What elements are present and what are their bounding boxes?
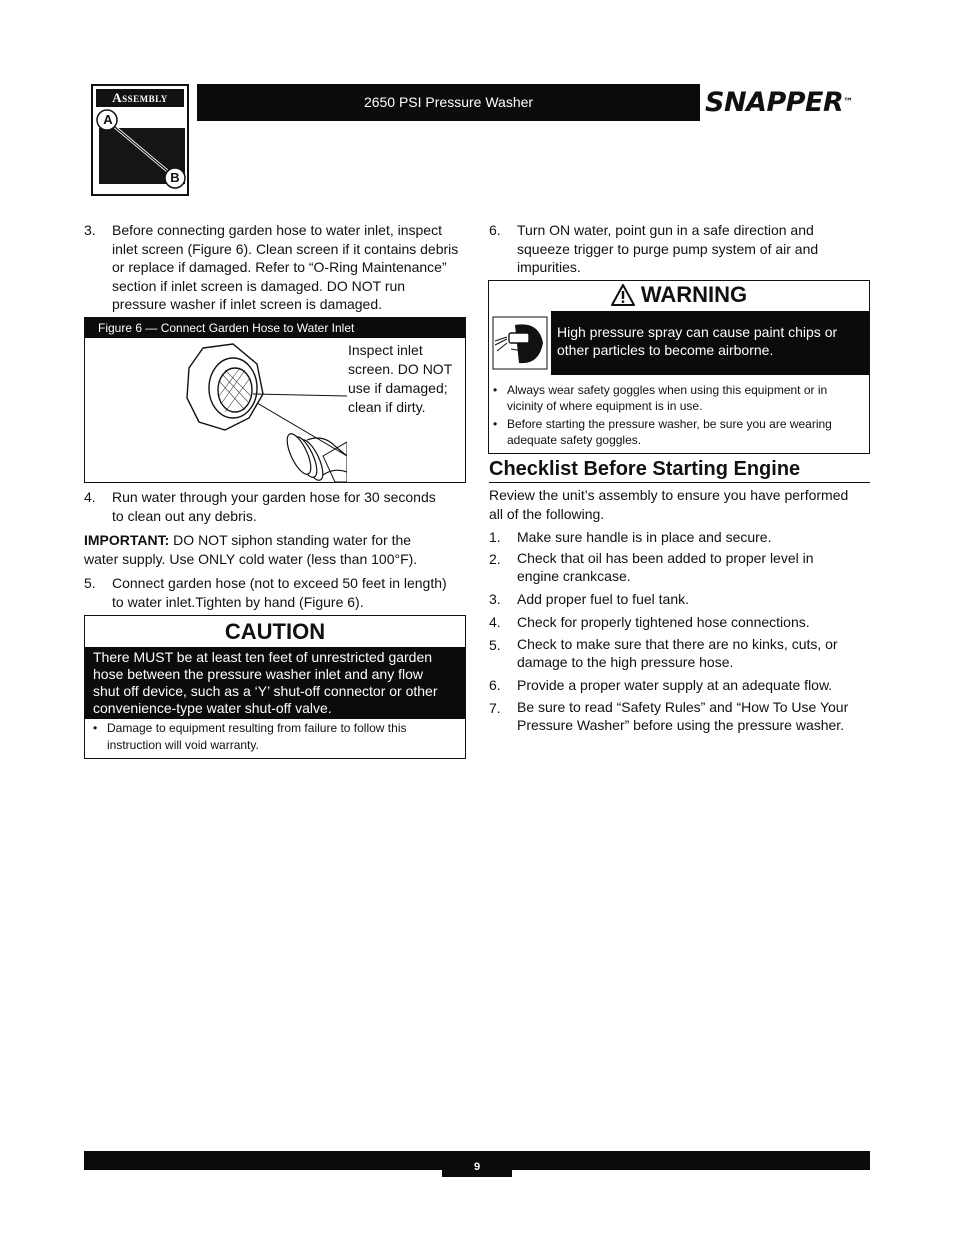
text-line: shut off device, such as a ‘Y’ shut-off connector or other [93, 683, 438, 699]
safety-goggles-icon [489, 311, 551, 375]
warning-heading: WARNING [640, 282, 748, 307]
checklist-intro [489, 486, 870, 523]
brand-logo [705, 86, 853, 120]
text-line: Check for properly tightened hose connections. [517, 614, 810, 630]
checklist-item [517, 676, 870, 695]
text-line: use if damaged; [348, 380, 448, 396]
page-title: 2650 PSI Pressure Washer [197, 84, 700, 121]
step-3-text [112, 221, 468, 314]
step-6-text [517, 221, 870, 277]
text-line: Run water through your garden hose for 30 seconds [112, 489, 436, 505]
hose-inlet-illustration [85, 338, 347, 482]
text-line: Be sure to read “Safety Rules” and “How To Use Your [517, 699, 849, 715]
text-line: High pressure spray can cause paint chips or [557, 324, 838, 340]
page-number: 9 [442, 1151, 512, 1177]
text-line: Make sure handle is in place and secure. [517, 529, 772, 545]
text-line: convenience-type water shut-off valve. [93, 700, 332, 716]
caution-bullet [93, 720, 459, 754]
checklist-item-number: 7. [489, 700, 501, 716]
step-3-number: 3. [84, 222, 96, 238]
warning-bullet-1 [493, 382, 865, 414]
text-line: Check that oil has been added to proper level in [517, 550, 814, 566]
checklist-item-number: 4. [489, 614, 501, 630]
text-line: engine crankcase. [517, 567, 631, 584]
step-4-text [112, 488, 468, 525]
text-line: vicinity of where equipment is in use. [507, 399, 703, 413]
checklist-item-number: 6. [489, 677, 501, 693]
checklist-item [517, 528, 870, 547]
text-line: other particles to become airborne. [557, 342, 774, 358]
important-text-line2: water supply. Use ONLY cold water (less than 100°F). [84, 550, 418, 567]
text-line: adequate safety goggles. [507, 433, 642, 447]
text-line: to clean out any debris. [112, 507, 257, 524]
checklist-item-number: 5. [489, 637, 501, 653]
text-line: screen. DO NOT [348, 361, 453, 377]
warning-body [551, 311, 869, 375]
text-line: Before starting the pressure washer, be sure you are wearing [507, 417, 832, 431]
text-line: or replace if damaged. Refer to “O-Ring Maintenance” [112, 259, 447, 276]
text-line: all of the following. [489, 505, 605, 522]
step-6-number: 6. [489, 222, 501, 238]
text-line: Review the unit’s assembly to ensure you have performed [489, 487, 849, 503]
checklist-item [517, 550, 870, 585]
point-a-label: A [103, 112, 113, 127]
important-note [84, 531, 468, 568]
text-line: to water inlet.Tighten by hand (Figure 6). [112, 593, 364, 610]
caution-heading: CAUTION [224, 619, 326, 644]
text-line: squeeze trigger to purge pump system of air and [517, 240, 819, 257]
text-line: There MUST be at least ten feet of unrestricted garden [93, 649, 433, 665]
brand-name: SNAPPER [705, 87, 844, 118]
step-5-number: 5. [84, 575, 96, 591]
warning-header [489, 281, 869, 311]
checklist-item [517, 590, 870, 609]
figure-note [348, 341, 463, 417]
text-line: Check to make sure that there are no kinks, cuts, or [517, 636, 838, 652]
caution-box [84, 615, 466, 759]
warning-triangle-icon [611, 284, 635, 306]
checklist-item [517, 699, 870, 734]
warning-box [488, 280, 870, 454]
checklist-item [517, 636, 870, 671]
assembly-label: Assembly [96, 89, 184, 107]
text-line: Damage to equipment resulting from failure to follow this [107, 721, 407, 735]
caution-body [85, 647, 465, 719]
checklist-title: Checklist Before Starting Engine [489, 456, 870, 483]
text-line: Connect garden hose (not to exceed 50 feet in length) [112, 575, 447, 591]
text-line: section if inlet screen is damaged. DO NOT run [112, 277, 406, 294]
checklist-item-number: 3. [489, 591, 501, 607]
step-5-text [112, 574, 468, 611]
checklist-item-number: 2. [489, 551, 501, 567]
important-text: DO NOT siphon standing water for the [169, 532, 412, 548]
step-4-number: 4. [84, 489, 96, 505]
figure-caption: Figure 6 — Connect Garden Hose to Water Inlet [85, 318, 465, 338]
warning-bullet-2 [493, 416, 865, 448]
text-line: inlet screen (Figure 6). Clean screen if it contains debris [112, 240, 459, 257]
text-line: instruction will void warranty. [107, 738, 259, 752]
text-line: Before connecting garden hose to water inlet, inspect [112, 222, 442, 238]
text-line: Turn ON water, point gun in a safe direction and [517, 222, 814, 238]
text-line: Add proper fuel to fuel tank. [517, 591, 689, 607]
bullet-icon: • [93, 721, 98, 735]
text-line: Always wear safety goggles when using this equipment or in [507, 383, 828, 397]
text-line: impurities. [517, 259, 581, 276]
assembly-section-icon [91, 84, 189, 196]
text-line: clean if dirty. [348, 399, 426, 415]
text-line: Pressure Washer” before using the pressure washer. [517, 716, 845, 733]
text-line: Provide a proper water supply at an adequate flow. [517, 677, 833, 693]
point-b-label: B [170, 170, 180, 185]
trademark-mark: ™ [843, 97, 853, 108]
bullet-icon: • [493, 417, 498, 431]
goggle-cell [489, 311, 551, 375]
text-line: Inspect inlet [348, 342, 423, 358]
text-line: pressure washer if inlet screen is damaged. [112, 296, 383, 313]
important-label: IMPORTANT: [84, 532, 170, 548]
text-line: hose between the pressure washer inlet and any flow [93, 666, 423, 682]
checklist-item [517, 613, 870, 632]
bullet-icon: • [493, 383, 498, 397]
figure-6 [84, 317, 466, 483]
text-line: damage to the high pressure hose. [517, 653, 734, 670]
checklist-item-number: 1. [489, 529, 501, 545]
